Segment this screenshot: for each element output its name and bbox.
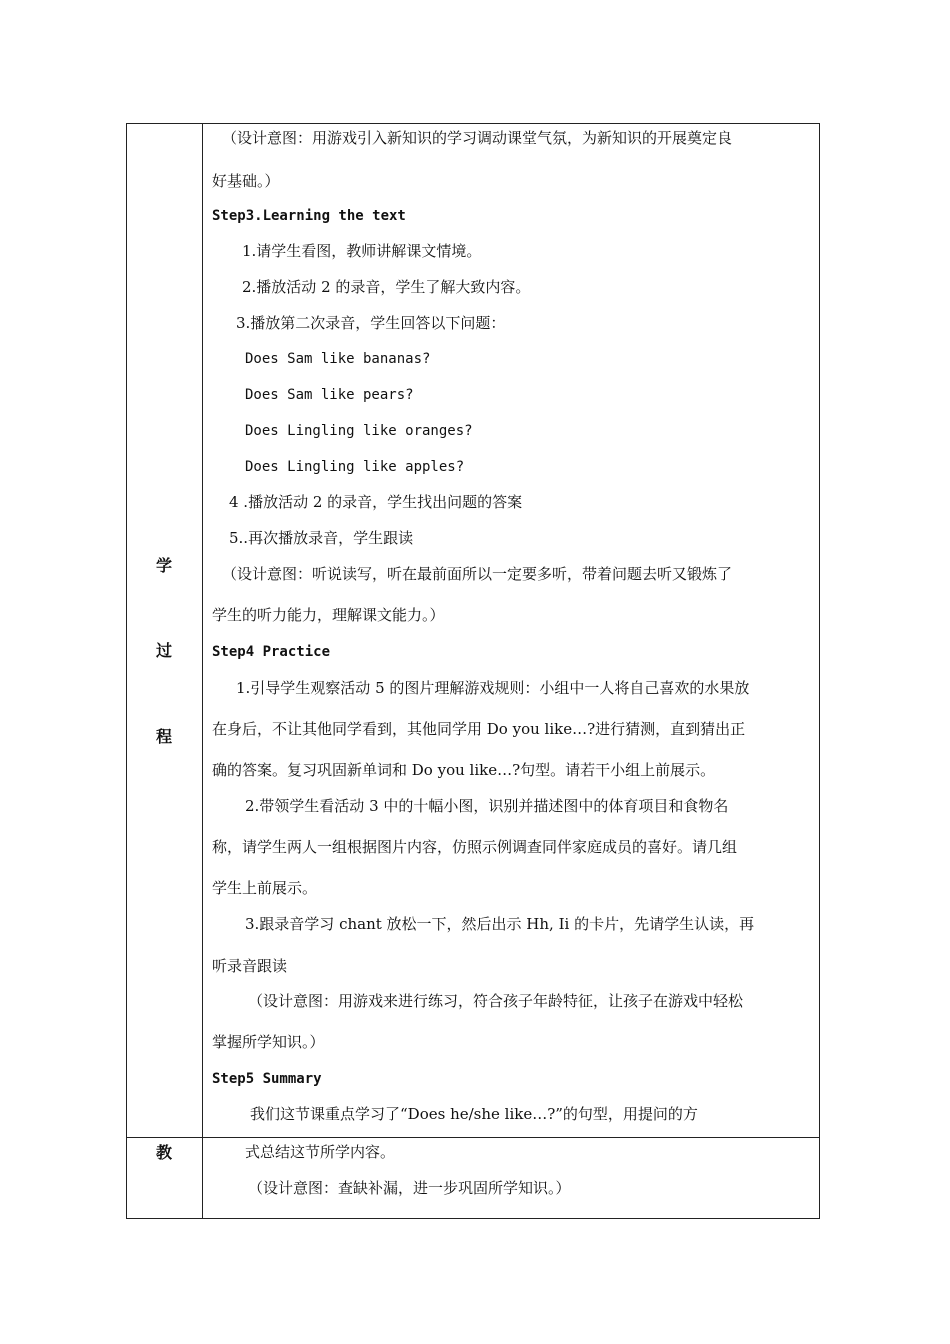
question-1: Does Sam like bananas? [245, 351, 431, 367]
step3-item-3: 3.播放第二次录音，学生回答以下问题： [236, 314, 506, 332]
design-intent-3b: 掌握所学知识。） [212, 1033, 325, 1051]
design-intent-1a: （设计意图：用游戏引入新知识的学习调动课堂气氛，为新知识的开展奠定良 [222, 129, 733, 147]
design-intent-3a: （设计意图：用游戏来进行练习，符合孩子年龄特征，让孩子在游戏中轻松 [248, 992, 744, 1010]
side-label-cheng: 程 [155, 727, 172, 746]
question-2: Does Sam like pears? [245, 387, 414, 403]
step3-heading: Step3.Learning the text [212, 208, 406, 224]
side-label-guo: 过 [155, 641, 172, 660]
column-divider [202, 123, 203, 1219]
question-3: Does Lingling like oranges? [245, 423, 473, 439]
question-4: Does Lingling like apples? [245, 459, 465, 475]
design-intent-4: （设计意图：查缺补漏，进一步巩固所学知识。） [248, 1179, 571, 1197]
step4-item-1a: 1.引导学生观察活动 5 的图片理解游戏规则：小组中一人将自己喜欢的水果放 [236, 679, 750, 697]
step3-item-2: 2.播放活动 2 的录音，学生了解大致内容。 [242, 278, 531, 296]
step4-item-2c: 学生上前展示。 [212, 879, 318, 897]
step5-heading: Step5 Summary [212, 1071, 322, 1087]
step4-item-1b: 在身后，不让其他同学看到，其他同学用 Do you like…?进行猜测，直到猜出正 [212, 720, 746, 738]
step4-heading: Step4 Practice [212, 644, 331, 660]
summary-line-2: 式总结这节所学内容。 [245, 1143, 396, 1161]
row-divider [126, 1137, 820, 1138]
summary-line-1: 我们这节课重点学习了“Does he/she like…?”的句型，用提问的方 [250, 1105, 698, 1123]
step3-item-5: 5..再次播放录音，学生跟读 [229, 529, 414, 547]
step4-item-1c: 确的答案。复习巩固新单词和 Do you like…?句型。请若干小组上前展示。 [212, 761, 716, 779]
step3-item-4: 4 .播放活动 2 的录音，学生找出问题的答案 [229, 493, 523, 511]
design-intent-2b: 学生的听力能力，理解课文能力。） [212, 606, 445, 624]
step4-item-3b: 听录音跟读 [212, 957, 288, 975]
design-intent-1b: 好基础。） [212, 172, 280, 190]
step4-item-2a: 2.带领学生看活动 3 中的十幅小图，识别并描述图中的体育项目和食物名 [245, 797, 729, 815]
side-label-xue: 学 [155, 556, 172, 575]
step4-item-3a: 3.跟录音学习 chant 放松一下，然后出示 Hh, Ii 的卡片，先请学生认读，再 [245, 915, 755, 933]
step3-item-1: 1.请学生看图，教师讲解课文情境。 [242, 242, 482, 260]
design-intent-2a: （设计意图：听说读写，听在最前面所以一定要多听，带着问题去听又锻炼了 [222, 565, 733, 583]
side-label-jiao: 教 [155, 1143, 172, 1162]
step4-item-2b: 称，请学生两人一组根据图片内容，仿照示例调查同伴家庭成员的喜好。请几组 [212, 838, 738, 856]
